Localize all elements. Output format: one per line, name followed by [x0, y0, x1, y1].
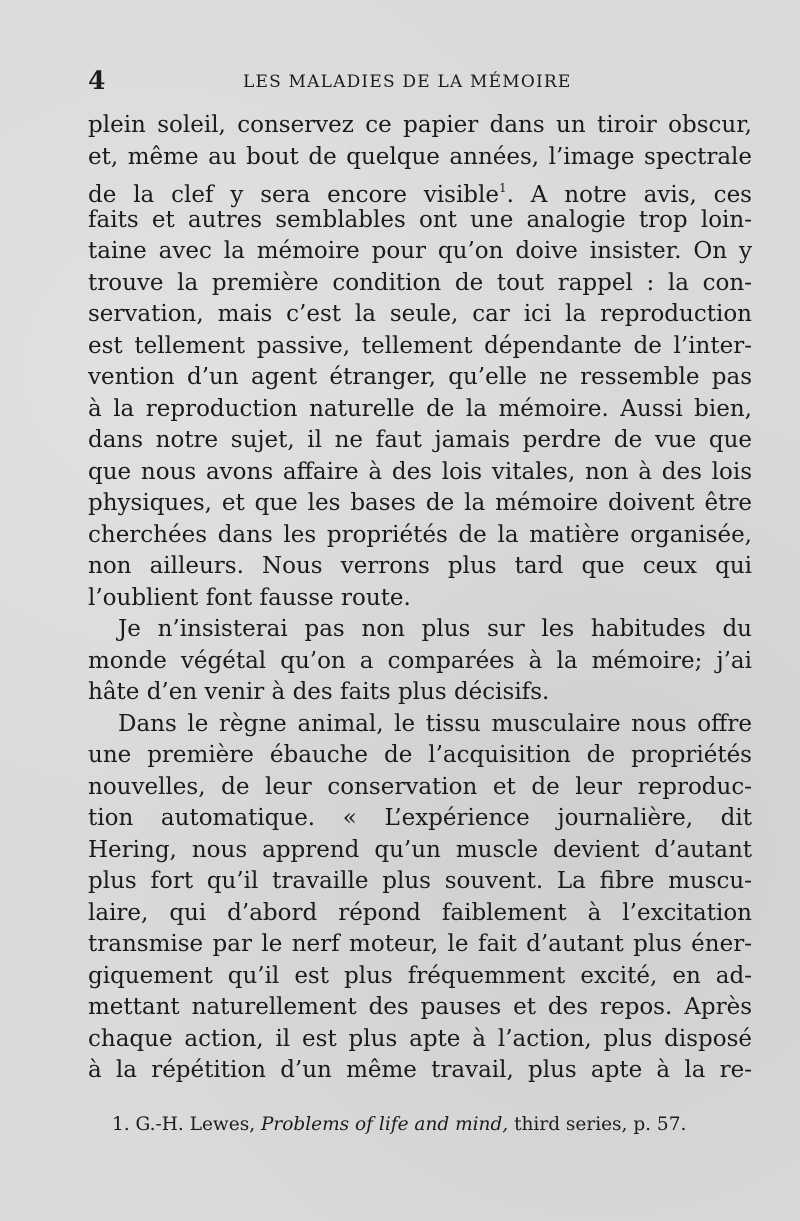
text-line: servation, mais c’est la seule, car ici la reproduction: [88, 301, 752, 327]
text-line: trouve la première condition de tout rappel : la con-: [88, 269, 752, 296]
text-line: l’oublient font fausse route.: [88, 584, 411, 611]
text-line: transmise par le nerf moteur, le fait d’autant plus éner-: [88, 931, 752, 957]
footnote-reference-details: third series, p. 57.: [514, 1114, 687, 1135]
text-line: plus fort qu’il travaille plus souvent. La fibre muscu-: [88, 868, 752, 894]
text-line: Dans le règne animal, le tissu musculaire nous offre: [118, 710, 752, 737]
text-line: physiques, et que les bases de la mémoire doivent être: [88, 490, 752, 516]
text-line: [88, 173, 752, 208]
page-number: 4: [88, 66, 106, 95]
text-line: giquement qu’il est plus fréquemment excité, en ad-: [88, 962, 752, 989]
text-line: monde végétal qu’on a comparées à la mémoire; j’ai: [88, 647, 752, 674]
text-line: mettant naturellement des pauses et des repos. Après: [88, 994, 752, 1020]
page-header: [88, 66, 748, 98]
text-line: et, même au bout de quelque années, l’image spectrale: [88, 143, 752, 170]
text-line: Hering, nous apprend qu’un muscle devient d’autant: [88, 836, 752, 863]
text-line: cherchées dans les propriétés de la matière organisée,: [88, 521, 752, 548]
text-line: à la reproduction naturelle de la mémoire. Aussi bien,: [88, 395, 752, 422]
body-text: [88, 110, 752, 1087]
footnote-marker: 1.: [112, 1114, 130, 1135]
running-head: LES MALADIES DE LA MÉMOIRE: [243, 72, 572, 92]
footnote-title: Problems of life and mind,: [260, 1114, 509, 1135]
text-line: tion automatique. « L’expérience journalière, dit: [88, 805, 752, 831]
text-line: Je n’insisterai pas non plus sur les habitudes du: [118, 616, 752, 642]
text-line: dans notre sujet, il ne faut jamais perdre de vue que: [88, 427, 752, 453]
footnote-reference: 1: [499, 181, 507, 195]
text-line: faits et autres semblables ont une analogie trop loin-: [88, 206, 752, 233]
text-line: vention d’un agent étranger, qu’elle ne ressemble pas: [88, 364, 752, 390]
text-line: laire, qui d’abord répond faiblement à l’excitation: [88, 899, 752, 926]
text-line: chaque action, il est plus apte à l’action, plus disposé: [88, 1025, 752, 1052]
text-line: nouvelles, de leur conservation et de leur reproduc-: [88, 773, 752, 800]
footnote-author: G.-H. Lewes,: [135, 1114, 256, 1135]
text-line: que nous avons affaire à des lois vitales, non à des lois: [88, 458, 752, 485]
text-line: est tellement passive, tellement dépendante de l’inter-: [88, 332, 752, 359]
text-line: plein soleil, conservez ce papier dans un tiroir obscur,: [88, 112, 752, 138]
footnote: [112, 1112, 752, 1138]
text-line: une première ébauche de l’acquisition de propriétés: [88, 742, 752, 768]
text-line: non ailleurs. Nous verrons plus tard que ceux qui: [88, 553, 752, 579]
text-line: hâte d’en venir à des faits plus décisifs.: [88, 679, 550, 705]
text-segment: de la clef y sera encore visible: [88, 182, 499, 208]
text-line: à la répétition d’un même travail, plus apte à la re-: [88, 1057, 752, 1083]
text-segment: . A notre avis, ces: [506, 182, 752, 208]
text-line: taine avec la mémoire pour qu’on doive insister. On y: [88, 238, 752, 264]
